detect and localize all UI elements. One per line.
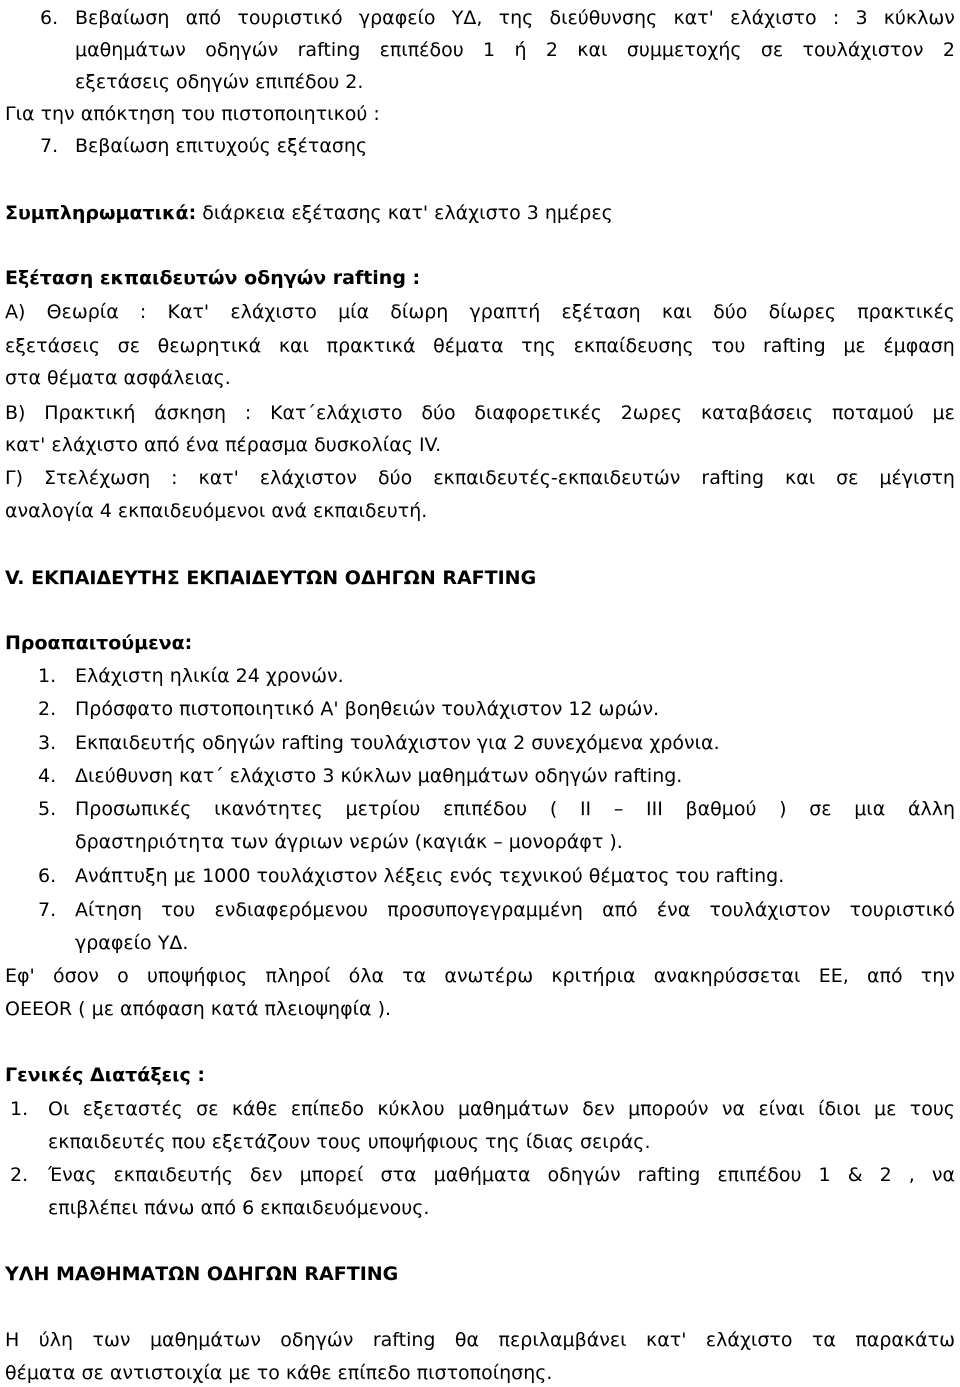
word: όλα bbox=[348, 965, 385, 987]
word: σε bbox=[809, 798, 832, 820]
word: μαθημάτων bbox=[457, 1098, 569, 1120]
word: να bbox=[931, 1164, 955, 1186]
word: ΙΙ bbox=[579, 798, 592, 820]
word: : bbox=[244, 402, 252, 424]
word: οδηγών bbox=[547, 1164, 621, 1186]
general-heading: Γενικές Διατάξεις : bbox=[5, 1064, 206, 1086]
supplementary-label: Συμπληρωματικά: bbox=[5, 202, 197, 224]
word: επιπέδου bbox=[443, 798, 528, 820]
word: από bbox=[866, 965, 903, 987]
supplementary-text: διάρκεια εξέτασης κατ' ελάχιστο 3 ημέρες bbox=[196, 202, 613, 224]
item6-line3: εξετάσεις οδηγών επιπέδου 2. bbox=[75, 71, 364, 93]
list-number: 4. bbox=[38, 765, 57, 787]
word: Α) bbox=[5, 301, 26, 323]
word: είναι bbox=[758, 1098, 805, 1120]
word: του bbox=[161, 899, 196, 921]
exam-a-line2 bbox=[5, 334, 955, 358]
word: Ένας bbox=[48, 1164, 97, 1186]
prerequisite-item-line1 bbox=[75, 797, 955, 821]
word: άσκηση bbox=[154, 402, 227, 424]
word: : bbox=[832, 7, 840, 29]
certificate-intro: Για την απόκτηση του πιστοποιητικού : bbox=[5, 103, 380, 125]
exam-c-line2: αναλογία 4 εκπαιδευόμενοι ανά εκπαιδευτή. bbox=[5, 500, 428, 522]
list-number: 2. bbox=[10, 1164, 29, 1186]
word: πρακτικές bbox=[857, 301, 955, 323]
word: κατ' bbox=[673, 7, 714, 29]
word: μπορεί bbox=[299, 1164, 364, 1186]
word: σε bbox=[760, 39, 784, 61]
word: και bbox=[661, 301, 692, 323]
general-provision-line2: επιβλέπει πάνω από 6 εκπαιδευόμενους. bbox=[48, 1197, 430, 1219]
word: συμμετοχής bbox=[626, 39, 742, 61]
word: ποταμού bbox=[831, 402, 914, 424]
word: Β) bbox=[5, 402, 26, 424]
word: μαθημάτων bbox=[149, 1329, 261, 1351]
word: πληροί bbox=[265, 965, 331, 987]
word: ελάχιστο bbox=[730, 7, 817, 29]
prerequisite-item: Ανάπτυξη με 1000 τουλάχιστον λέξεις ενός τεχνικού θέματος του rafting. bbox=[75, 865, 785, 887]
curriculum-heading: ΥΛΗ ΜΑΘΗΜΑΤΩΝ ΟΔΗΓΩΝ RAFTING bbox=[5, 1263, 399, 1285]
word: μια bbox=[854, 798, 886, 820]
word: ελάχιστον bbox=[259, 467, 358, 489]
word: τα bbox=[402, 965, 427, 987]
word: rafting bbox=[763, 335, 826, 357]
word: δίωρη bbox=[390, 301, 449, 323]
word: επίπεδο bbox=[290, 1098, 364, 1120]
word: ) bbox=[779, 798, 787, 820]
general-provision-line2: εκπαιδευτές που εξετάζουν τους υποψήφιους της ίδιας σειράς. bbox=[48, 1131, 651, 1153]
word: ανακηρύσσεται bbox=[653, 965, 801, 987]
word: τουριστικό bbox=[237, 7, 343, 29]
word: δεν bbox=[582, 1098, 615, 1120]
word: του bbox=[711, 335, 746, 357]
prerequisite-item: Διεύθυνση κατ΄ ελάχιστο 3 κύκλων μαθημάτων οδηγών rafting. bbox=[75, 765, 683, 787]
word: εκπαιδευτής bbox=[113, 1164, 233, 1186]
list-number: 3. bbox=[38, 732, 57, 754]
list-number: 6. bbox=[38, 865, 57, 887]
word: ΥΔ, bbox=[451, 7, 483, 29]
word: των bbox=[92, 1329, 131, 1351]
word: Εφ' bbox=[5, 965, 35, 987]
word: της bbox=[498, 7, 534, 29]
word: με bbox=[932, 402, 955, 424]
word: 2 bbox=[545, 39, 558, 61]
word: 3 bbox=[855, 7, 868, 29]
general-provision-line1 bbox=[48, 1163, 955, 1187]
exam-a-line3: στα θέματα ασφάλειας. bbox=[5, 367, 231, 389]
exam-b-line2: κατ' ελάχιστο από ένα πέρασμα δυσκολίας IV. bbox=[5, 434, 442, 456]
word: Θεωρία bbox=[46, 301, 119, 323]
word: Κατ' bbox=[167, 301, 210, 323]
supplementary-paragraph bbox=[5, 201, 613, 225]
exam-b-line1 bbox=[5, 401, 955, 425]
word: Πρακτική bbox=[44, 402, 136, 424]
word: ελάχιστο bbox=[705, 1329, 793, 1351]
list-number: 1. bbox=[38, 665, 57, 687]
word: 2ωρες bbox=[620, 402, 683, 424]
word: τουλάχιστον bbox=[709, 899, 831, 921]
word: γραπτή bbox=[469, 301, 541, 323]
item6-line1 bbox=[75, 6, 955, 30]
word: 2 bbox=[942, 39, 955, 61]
exam-heading: Εξέταση εκπαιδευτών οδηγών rafting : bbox=[5, 267, 421, 289]
word: σε bbox=[836, 467, 859, 489]
word: εξεταστές bbox=[82, 1098, 183, 1120]
word: ο bbox=[117, 965, 129, 987]
word: τουριστικό bbox=[849, 899, 955, 921]
word: όσον bbox=[52, 965, 99, 987]
word: ΕΕ, bbox=[818, 965, 849, 987]
prerequisite-item-line1 bbox=[75, 898, 955, 922]
word: ένα bbox=[656, 899, 691, 921]
prerequisite-item: Ελάχιστη ηλικία 24 χρονών. bbox=[75, 665, 344, 687]
word: καταβάσεις bbox=[700, 402, 814, 424]
word: τουλάχιστον bbox=[802, 39, 924, 61]
word: εκπαίδευσης bbox=[573, 335, 694, 357]
word: διεύθυνσης bbox=[549, 7, 658, 29]
curriculum-intro-line1 bbox=[5, 1328, 955, 1352]
word: με bbox=[843, 335, 866, 357]
list-number: 5. bbox=[38, 798, 57, 820]
word: ανωτέρω bbox=[444, 965, 534, 987]
word: κριτήρια bbox=[551, 965, 636, 987]
word: ή bbox=[514, 39, 527, 61]
word: θέματα bbox=[433, 335, 504, 357]
list-number: 1. bbox=[10, 1098, 29, 1120]
word: rafting bbox=[372, 1329, 436, 1351]
word: 2 bbox=[879, 1164, 892, 1186]
word: κατ' bbox=[198, 467, 239, 489]
section-v-heading: V. ΕΚΠΑΙΔΕΥΤΗΣ ΕΚΠΑΙΔΕΥΤΩΝ ΟΔΗΓΩΝ RAFTING bbox=[5, 567, 537, 589]
word: ικανότητες bbox=[214, 798, 323, 820]
word: μαθημάτων bbox=[75, 39, 186, 61]
word: ενδιαφερόμενου bbox=[214, 899, 369, 921]
word: σε bbox=[196, 1098, 219, 1120]
word: στα bbox=[380, 1164, 417, 1186]
word: Βεβαίωση bbox=[75, 7, 170, 29]
word: επιπέδου bbox=[717, 1164, 802, 1186]
word: μαθήματα bbox=[433, 1164, 531, 1186]
word: δύο bbox=[378, 467, 413, 489]
word: την bbox=[920, 965, 955, 987]
word: προσυπογεγραμμένη bbox=[387, 899, 583, 921]
word: εξέταση bbox=[561, 301, 641, 323]
word: μετρίου bbox=[345, 798, 421, 820]
word: & bbox=[847, 1164, 863, 1186]
prerequisite-item: Εκπαιδευτής οδηγών rafting τουλάχιστον για 2 συνεχόμενα χρόνια. bbox=[75, 732, 720, 754]
word: ύλη bbox=[38, 1329, 74, 1351]
word: να bbox=[721, 1098, 746, 1120]
word: θα bbox=[454, 1329, 480, 1351]
word: και bbox=[577, 39, 608, 61]
word: – bbox=[613, 798, 624, 820]
word: ελάχιστο bbox=[230, 301, 317, 323]
word: εκπαιδευτές-εκπαιδευτών bbox=[433, 467, 681, 489]
word: Αίτηση bbox=[75, 899, 142, 921]
word: άλλη bbox=[907, 798, 955, 820]
word: οδηγών bbox=[280, 1329, 354, 1351]
word: από bbox=[185, 7, 222, 29]
word: Η bbox=[5, 1329, 20, 1351]
list-number: 2. bbox=[38, 698, 57, 720]
word: γραφείο bbox=[358, 7, 436, 29]
word: rafting bbox=[701, 467, 765, 489]
word: τα bbox=[811, 1329, 836, 1351]
word: Οι bbox=[48, 1098, 70, 1120]
word: Προσωπικές bbox=[75, 798, 192, 820]
word: 1 bbox=[818, 1164, 831, 1186]
prerequisite-item-line2: γραφείο ΥΔ. bbox=[75, 932, 189, 954]
word: και bbox=[785, 467, 816, 489]
word: της bbox=[521, 335, 556, 357]
word: παρακάτω bbox=[855, 1329, 955, 1351]
word: ΙΙΙ bbox=[646, 798, 663, 820]
word: κύκλων bbox=[883, 7, 955, 29]
word: δύο bbox=[421, 402, 456, 424]
word: ίδιοι bbox=[818, 1098, 861, 1120]
word: επιπέδου bbox=[379, 39, 464, 61]
word: οδηγών bbox=[205, 39, 279, 61]
word: Γ) bbox=[5, 467, 23, 489]
word: εξετάσεις bbox=[5, 335, 100, 357]
word: μία bbox=[338, 301, 370, 323]
word: rafting bbox=[637, 1164, 701, 1186]
word: μέγιστη bbox=[879, 467, 955, 489]
word: θεωρητικά bbox=[157, 335, 262, 357]
word: βαθμού bbox=[685, 798, 757, 820]
word: Κατ΄ελάχιστο bbox=[270, 402, 403, 424]
curriculum-intro-line2: θέματα σε αντιστοιχία με το κάθε επίπεδο πιστοποίησης. bbox=[5, 1362, 553, 1384]
word: rafting bbox=[297, 39, 361, 61]
word: : bbox=[171, 467, 178, 489]
word: σε bbox=[117, 335, 140, 357]
word: Στελέχωση bbox=[43, 467, 151, 489]
word: δίωρες bbox=[768, 301, 837, 323]
announcement-line1 bbox=[5, 964, 955, 988]
word: περιλαμβάνει bbox=[498, 1329, 627, 1351]
word: 1 bbox=[483, 39, 496, 61]
exam-c-line1 bbox=[5, 466, 955, 490]
word: : bbox=[139, 301, 147, 323]
word: κατ' bbox=[646, 1329, 687, 1351]
word: ( bbox=[549, 798, 558, 820]
word: πρακτικά bbox=[326, 335, 416, 357]
general-provision-line1 bbox=[48, 1097, 955, 1121]
word: με bbox=[874, 1098, 897, 1120]
prerequisite-item-line2: δραστηριότητα των άγριων νερών (καγιάκ – μονοράφτ ). bbox=[75, 831, 623, 853]
list-number: 6. bbox=[40, 7, 59, 29]
prerequisites-heading: Προαπαιτούμενα: bbox=[5, 632, 193, 654]
word: κάθε bbox=[231, 1098, 278, 1120]
word: , bbox=[908, 1164, 915, 1186]
list-number: 7. bbox=[40, 135, 59, 157]
prerequisite-item: Πρόσφατο πιστοποιητικό Α' βοηθειών τουλάχιστον 12 ωρών. bbox=[75, 698, 660, 720]
announcement-line2: ΟΕΕΟR ( με απόφαση κατά πλειοψηφία ). bbox=[5, 998, 392, 1020]
exam-a-line1 bbox=[5, 300, 955, 324]
word: δεν bbox=[249, 1164, 283, 1186]
word: τους bbox=[909, 1098, 955, 1120]
word: και bbox=[278, 335, 309, 357]
item6-line2 bbox=[75, 38, 955, 62]
word: διαφορετικές bbox=[474, 402, 602, 424]
word: από bbox=[602, 899, 638, 921]
word: έμφαση bbox=[883, 335, 955, 357]
word: δύο bbox=[713, 301, 748, 323]
word: υποψήφιος bbox=[146, 965, 248, 987]
list-number: 7. bbox=[38, 899, 57, 921]
item7-text: Βεβαίωση επιτυχούς εξέτασης bbox=[75, 135, 368, 157]
word: μπορούν bbox=[628, 1098, 709, 1120]
word: κύκλου bbox=[377, 1098, 445, 1120]
